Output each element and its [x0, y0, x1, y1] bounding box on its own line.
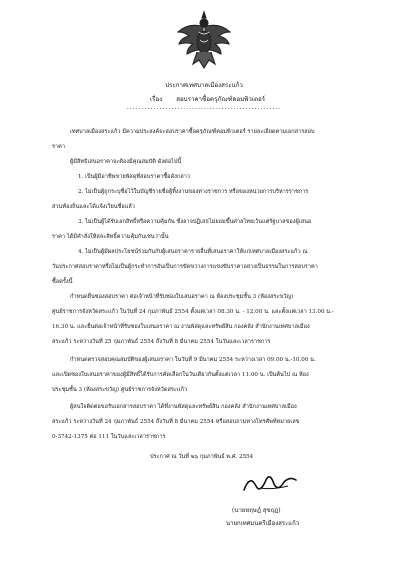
body-line: ผู้มีสิทธิเสนอราคาจะต้องมีคุณสมบัติ ดังต่อไปนี้	[70, 159, 182, 165]
body-line: 0-3742-1375 ต่อ 111 ในวันและเวลาราชการ	[52, 434, 166, 440]
agency-title: ประกาศเทศบาลเมืองสระแก้ว	[165, 82, 243, 89]
body-line: ประชุมชั้น 3 (ห้องสระขวัญ) ศูนย์ราชการจังหวัดสระแก้ว	[52, 387, 188, 393]
title-rule: ....................................................	[126, 104, 282, 111]
body-line: วันประกาศสอบราคาหรือไม่เป็นผู้กระทำการอันเป็นการขัดขวางการแข่งขันราคาอย่างเป็นธรรมในการสอบราคา	[52, 264, 318, 270]
subject-line	[150, 94, 265, 104]
body-line: ราคา ได้มีคำสั่งให้สละสิทธิ์ความคุ้มกันเช่นว่านั้น	[52, 234, 169, 240]
signatory-position: นายกเทศมนตรีเมืองสระแก้ว	[226, 520, 300, 527]
body-line: และเปิดซองใบเสนอราคาของผู้มีสิทธิ์ได้รับการคัดเลือกในวันเดียวกันตั้งแต่เวลา 11.00 น. เป็นต้นไป ณ ห้อง	[52, 372, 309, 378]
handwritten-signature-icon	[240, 470, 300, 496]
announcement-date: ประกาศ ณ วันที่ ๒๖ กุมภาพันธ์ พ.ศ. 2554	[150, 454, 254, 460]
body-line: ศูนย์ราชการจังหวัดสระแก้ว ในวันที่ 24 กุมภาพันธ์ 2554 ตั้งแต่เวลา 08.30 น. - 12.00 น. และตั้งแต่เวลา 13.00 น.-	[52, 309, 334, 315]
body-line: 3. ไม่เป็นผู้ได้รับเอกสิทธิ์หรือความคุ้มกัน ซึ่งอาจปฏิเสธไม่ยอมขึ้นศาลไทยเว้นแต่รัฐบาลของผู้เสนอ	[78, 219, 312, 225]
body-line: ราคา	[52, 144, 66, 150]
body-line: สระแก้ว ระหว่างวันที่ 24 กุมภาพันธ์ 2554 ถึงวันที่ 8 มีนาคม 2554 หรือสอบถามทางโทรศัพท์หมายเลข	[52, 419, 300, 425]
garuda-emblem-icon	[175, 10, 233, 70]
body-line: สระแก้ว ระหว่างวันที่ 25 กุมภาพันธ์ 2554 ถึงวันที่ 8 มีนาคม 2554 ในวันและเวลาราชการ	[52, 339, 271, 345]
subject-text: สอบราคาซื้อครุภัณฑ์คอมพิวเตอร์	[176, 96, 266, 103]
signatory-name: (นายหฤษฎ์ สุขฤฎ)	[232, 507, 281, 514]
body-line: 2. ไม่เป็นผู้ถูกระบุชื่อไว้ในบัญชีรายชื่อผู้ทิ้งงานของทางราชการ หรือของหน่วยการบริหารราชการ	[78, 189, 309, 195]
subject-label: เรื่อง	[150, 96, 163, 103]
body-line: ส่วนท้องถิ่นและได้แจ้งเวียนชื่อแล้ว	[52, 204, 135, 210]
body-line: 4. ไม่เป็นผู้มีผลประโยชน์ร่วมกันกับผู้เสนอราคารายอื่นที่เสนอราคาให้แก่เทศบาลเมืองสระแก้ว ณ	[78, 249, 308, 255]
body-line: ซื้อครั้งนี้	[52, 279, 73, 285]
body-line: กำหนดยื่นซองสอบราคา ต่อเจ้าหน้าที่รับซองใบเสนอราคา ณ ห้องประชุมชั้น 3 (ห้องสระขวัญ)	[70, 294, 294, 300]
body-line: 16.30 น. และยื่นต่อเจ้าหน้าที่รับซองใบเสนอราคา ณ งานพัสดุและทรัพย์สิน กองคลัง สำนักงานเทศบาลเมือง	[52, 324, 310, 330]
body-line: 1. เป็นผู้มีอาชีพขายพัสดุที่สอบราคาซื้อดังกล่าว	[78, 174, 190, 180]
body-line: ผู้สนใจติดต่อขอรับเอกสารสอบราคา ได้ที่งานพัสดุและทรัพย์สิน กองคลัง สำนักงานเทศบาลเมือง	[70, 404, 297, 410]
body-line: กำหนดตรวจสอบคุณสมบัติของผู้เสนอราคา ในวันที่ 9 มีนาคม 2554 ระหว่างเวลา 09.00 น.-10.00 น.	[70, 357, 316, 363]
body-line: เทศบาลเมืองสระแก้ว มีความประสงค์จะสอบราคาซื้อครุภัณฑ์คอมพิวเตอร์ รายละเอียดตามเอกสารสอบ	[70, 129, 315, 135]
